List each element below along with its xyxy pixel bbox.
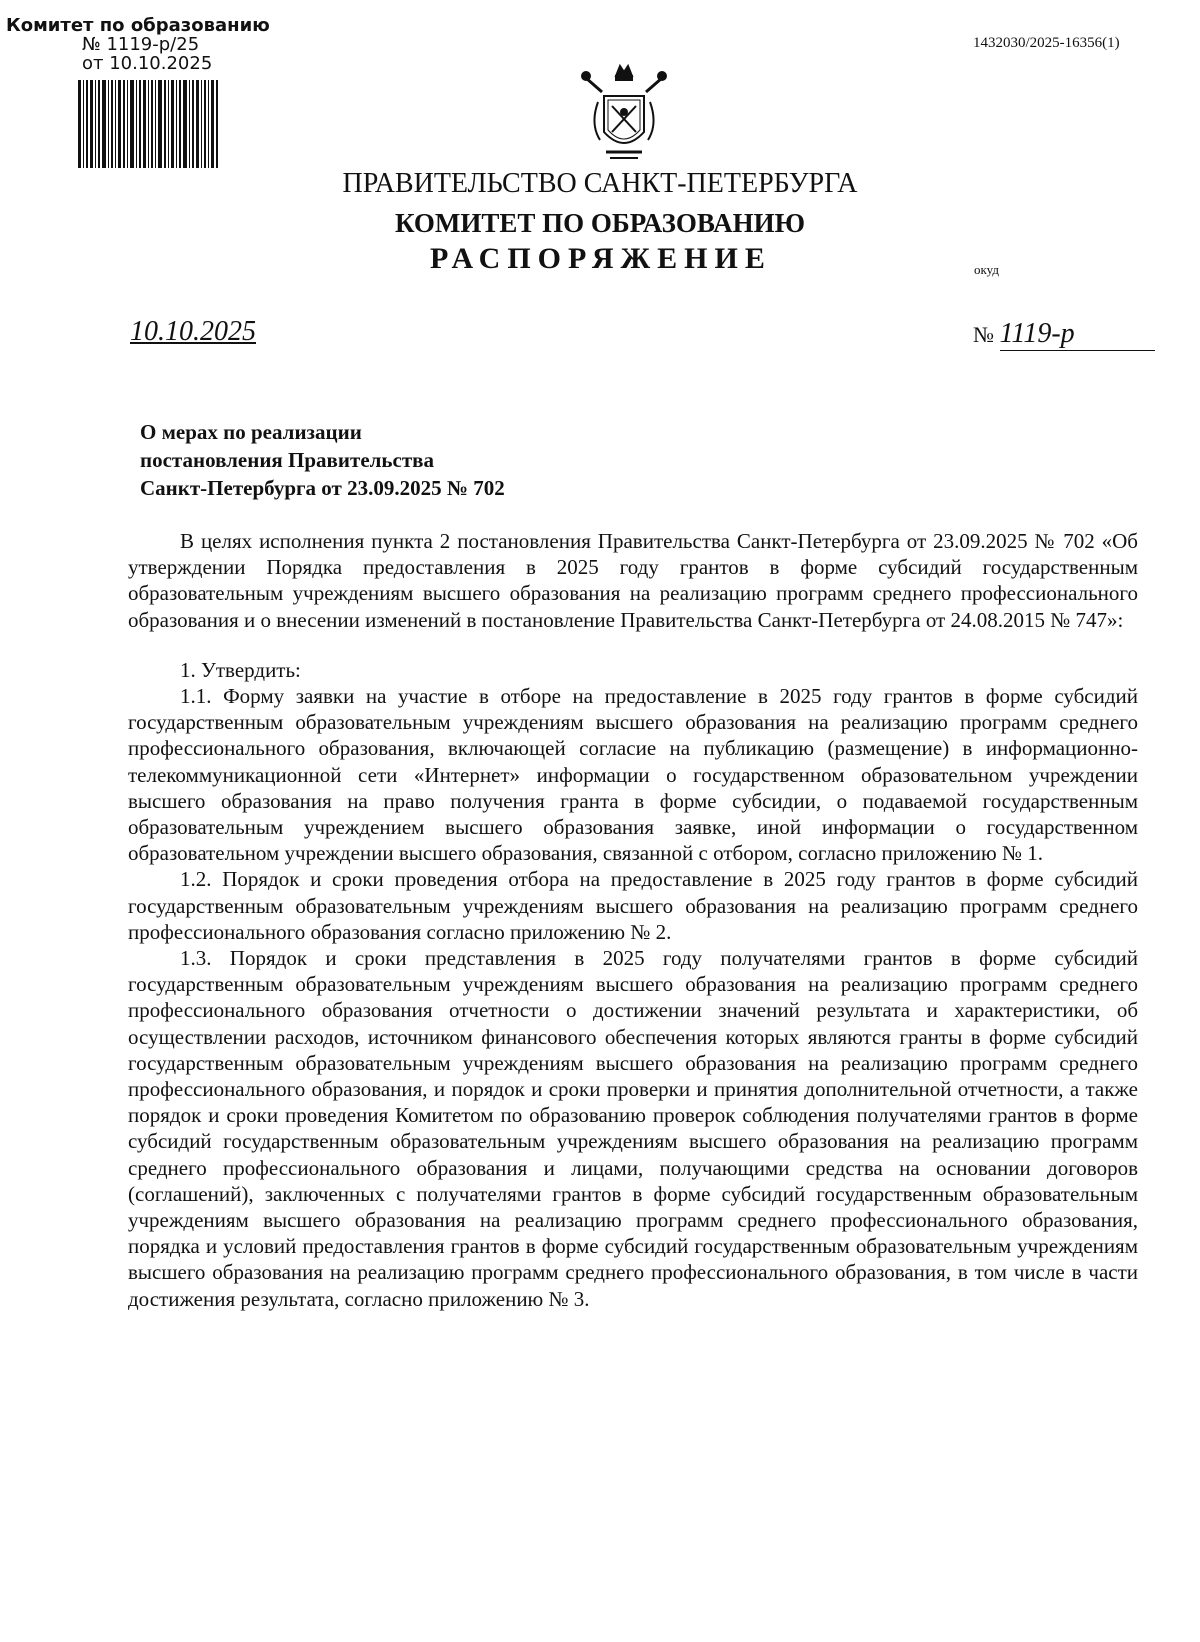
document-id: 1432030/2025-16356(1) (973, 35, 1120, 51)
registration-stamp (6, 16, 278, 73)
clause-1-2: 1.2. Порядок и сроки проведения отбора на предоставление в 2025 году грантов в форме субсидий государственным образовательным учреждениям высшего образования на реализацию программ среднего профессионального образования согласно приложению № 2. (128, 867, 1138, 944)
coat-of-arms-icon (576, 62, 672, 162)
government-title: ПРАВИТЕЛЬСТВО САНКТ-ПЕТЕРБУРГА (342, 168, 858, 199)
subject-line: Санкт-Петербурга от 23.09.2025 № 702 (140, 476, 505, 500)
order-number-field (973, 318, 1155, 351)
preamble-paragraph: В целях исполнения пункта 2 постановления Правительства Санкт-Петербурга от 23.09.2025 № 702 «Об утверждении Порядка предоставления в 2025 году грантов в форме субсидий государственным образовательным учреждениям высшего образования на реализацию программ среднего профессионального образования и о внесении изменений в постановление Правительства Санкт-Петербурга от 24.08.2015 № 747»: (128, 529, 1138, 632)
order-body (128, 528, 1138, 1312)
stamp-organization: Комитет по образованию (6, 15, 270, 36)
clause-1-3: 1.3. Порядок и сроки представления в 2025 году получателями грантов в форме субсидий государственным образовательным учреждениям высшего образования на реализацию программ среднего профессионального образования отчетности о достижении значений результата и характеристики, об осуществлении расходов, источником финансового обеспечения которых являются гранты в форме субсидий государственным образовательным учреждениям высшего образования на реализацию программ среднего профессионального образования, и порядок и сроки проверки и принятия дополнительной отчетности, а также порядок и сроки проведения Комитетом по образованию проверок соблюдения получателями грантов в форме субсидий государственным образовательным учреждениям высшего образования на реализацию программ среднего профессионального образования и лицами, получающими средства на основании договоров (соглашений), заключенных с получателями грантов в форме субсидий государственным образовательным учреждениям высшего образования на реализацию программ среднего профессионального образования, порядка и условий предоставления грантов в форме субсидий государственным образовательным учреждениям высшего образования на реализацию программ среднего профессионального образования, в том числе в части достижения результата, согласно приложению № 3. (128, 946, 1138, 1311)
stamp-number: № 1119-р/25 (82, 34, 200, 55)
clause-1-1: 1.1. Форму заявки на участие в отборе на предоставление в 2025 году грантов в форме субсидий государственным образовательным учреждениям высшего образования на реализацию программ среднего профессионального образования, включающей согласие на публикацию (размещение) в информационно-телекоммуникационной сети «Интернет» информации о государственном образовательном учреждении высшего образования на право получения гранта в форме субсидии, о подаваемой государственным образовательным учреждением высшего образования заявке, иной информации о государственном образовательном учреждении высшего образования, связанной с отбором, согласно приложению № 1. (128, 684, 1138, 866)
clause-1: 1. Утвердить: (180, 657, 301, 682)
number-label: № (973, 322, 994, 347)
subject-line: постановления Правительства (140, 448, 434, 472)
order-subject (140, 418, 505, 502)
order-number: 1119-р (1000, 318, 1155, 351)
subject-line: О мерах по реализации (140, 420, 362, 444)
stamp-date: от 10.10.2025 (82, 53, 213, 74)
order-date: 10.10.2025 (130, 316, 256, 347)
committee-title: КОМИТЕТ ПО ОБРАЗОВАНИЮ (394, 208, 806, 238)
barcode (78, 80, 218, 168)
okud-label: окуд (974, 262, 999, 277)
document-type: РАСПОРЯЖЕНИЕ (430, 242, 772, 275)
